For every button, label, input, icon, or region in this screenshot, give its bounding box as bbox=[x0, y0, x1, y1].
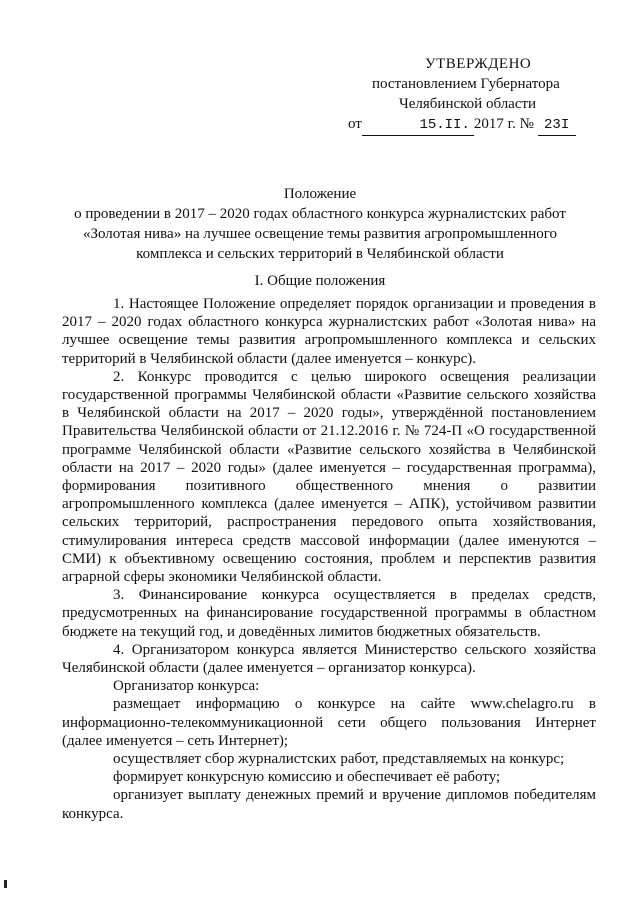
paragraph-organizer-duty-1: размещает информацию о конкурсе на сайте www.chelagro.ru в информационно-телекоммуникационной сети общего пользования Интернет (далее именуется – сеть Интернет); bbox=[62, 696, 596, 749]
approval-authority: постановлением Губернатора bbox=[372, 76, 560, 92]
paragraph-organizer-duty-4: организует выплату денежных премий и вручение дипломов победителям конкурса. bbox=[62, 787, 596, 822]
approval-date-line bbox=[348, 114, 576, 136]
title-line-3: «Золотая нива» на лучшее освещение темы развития агропромышленного bbox=[82, 226, 558, 242]
approval-region: Челябинской области bbox=[399, 96, 537, 112]
title-line-4: комплекса и сельских территорий в Челябинской области bbox=[136, 246, 504, 262]
approval-title: УТВЕРЖДЕНО bbox=[425, 56, 532, 72]
approval-year-suffix: 2017 г. № bbox=[473, 116, 534, 132]
approval-block bbox=[330, 54, 590, 134]
section-heading: I. Общие положения bbox=[254, 273, 386, 289]
paragraph-organizer-duty-3: формирует конкурсную комиссию и обеспечивает её работу; bbox=[113, 769, 501, 786]
approval-number: 23I bbox=[538, 115, 576, 136]
paragraph-organizer-intro: Организатор конкурса: bbox=[113, 678, 260, 695]
paragraph-organizer-duty-2: осуществляет сбор журналистских работ, представляемых на конкурс; bbox=[113, 751, 565, 768]
approval-date-prefix: от bbox=[348, 116, 362, 132]
paragraph-3: 3. Финансирование конкурса осуществляется в пределах средств, предусмотренных на финансирование государственной программы в областном бюджете на текущий год, и доведённых лимитов бюджетных обязательств. bbox=[62, 587, 596, 640]
document-title bbox=[60, 184, 580, 264]
approval-date: 15.II. bbox=[362, 115, 474, 136]
document-body bbox=[62, 295, 596, 823]
paragraph-2: 2. Конкурс проводится с целью широкого освещения реализации государственной программы Челябинской области «Развитие сельского хозяйства в Челябинской области на 2017 – 2020 годы», утверждённой постановлением Правительства Челябинской области от 21.12.2016 г. № 724-П «О государственной программе Челябинской области «Развитие сельского хозяйства в Челябинской области на 2017 – 2020 годы» (далее именуется – государственная программа), формирования позитивного общественного мнения о развитии агропромышленного комплекса (далее именуется – АПК), устойчивом развитии сельских территорий, распространения передового опыта хозяйствования, стимулирования интереса средств массовой информации (далее именуются – СМИ) к объективному освещению состояния, проблем и перспектив развития аграрной сферы экономики Челябинской области. bbox=[62, 368, 596, 586]
title-line-2: о проведении в 2017 – 2020 годах областного конкурса журналистских работ bbox=[74, 206, 566, 222]
paragraph-4: 4. Организатором конкурса является Министерство сельского хозяйства Челябинской области (далее именуется – организатор конкурса). bbox=[62, 641, 596, 677]
paragraph-1: 1. Настоящее Положение определяет порядок организации и проведения в 2017 – 2020 годах областного конкурса журналистских работ «Золотая нива» на лучшее освещение темы развития агропромышленного комплекса и сельских территорий в Челябинской области (далее именуется – конкурс). bbox=[62, 296, 596, 367]
scan-edge-mark bbox=[4, 880, 7, 888]
title-line-1: Положение bbox=[283, 186, 357, 202]
